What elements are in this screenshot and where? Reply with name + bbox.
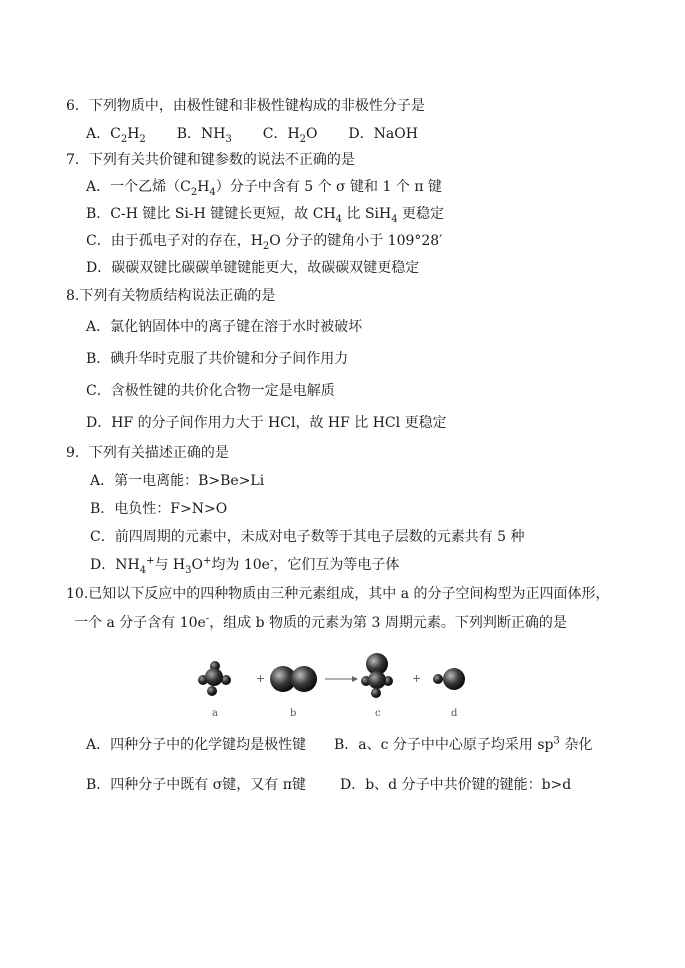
q9-option-d: D．$NH_4^+$与 $H_3O^+$均为 10e-，它们互为等电子体 [90, 555, 400, 576]
q9-option-c: C．前四周期的元素中，未成对电子数等于其电子层数的元素共有 5 种 [90, 529, 525, 545]
q6-option-b: B．$NH_3$ [176, 126, 232, 145]
molecule-models [190, 650, 480, 722]
q9-option-b: B．电负性：F>N>O [90, 501, 228, 517]
q7-option-a: A．一个乙烯$(C_2H_4)$分子中含有 5 个 σ 键和 1 个 π 键 [86, 179, 442, 198]
reaction-figure [190, 650, 480, 722]
q7-option-c: C．由于孤电子对的存在，$H_2O$ 分子的键角小于 109°28′ [86, 233, 443, 252]
q10-option-a: A．四种分子中的化学键均是极性键 [86, 737, 307, 753]
q6-option-d: D．NaOH [348, 126, 418, 142]
q10-option-b2: B．四种分子中既有 σ键，又有 π键 [86, 777, 306, 793]
q6-option-a: A．$C_2H_2$ [86, 126, 146, 145]
q8-option-b: B．碘升华时克服了共价键和分子间作用力 [86, 351, 349, 367]
q8-stem: 8.下列有关物质结构说法正确的是 [66, 288, 276, 304]
q7-option-b: B．C-H 键比 Si-H 键键长更短，故 $CH_4$ 比 SiH$_4$ 更稳定 [86, 206, 445, 225]
q6-option-c: C．$H_2O$ [262, 126, 318, 145]
label-a: a [212, 708, 218, 719]
plus-sign-1: + [256, 672, 266, 685]
molecule-d [433, 668, 465, 690]
label-c: c [375, 708, 381, 719]
q10-option-d: D．b、d 分子中共价键的键能：b>d [340, 777, 572, 793]
q7-option-d: D．碳碳双键比碳碳单键键能更大，故碳碳双键更稳定 [86, 260, 420, 276]
q8-option-c: C．含极性键的共价化合物一定是电解质 [86, 383, 335, 399]
molecule-c [361, 653, 393, 698]
q10-stem-line2: 一个 a 分子含有 10e-，组成 b 物质的元素为第 3 周期元素。下列判断正确的是 [74, 613, 567, 631]
q8-option-d: D．HF 的分子间作用力大于 HCl，故 HF 比 HCl 更稳定 [86, 415, 447, 431]
q8-option-a: A．氯化钠固体中的离子键在溶于水时被破坏 [86, 319, 363, 335]
q10-option-b1: B．a、c 分子中中心原子均采用 $sp^3$ 杂化 [334, 735, 593, 753]
q6-options [86, 125, 418, 143]
q9-stem: 9．下列有关描述正确的是 [66, 445, 229, 461]
label-b: b [290, 708, 297, 719]
molecule-b [270, 666, 317, 692]
q6-stem: 6．下列物质中，由极性键和非极性键构成的非极性分子是 [66, 98, 425, 114]
q7-stem: 7．下列有关共价键和键参数的说法不正确的是 [66, 152, 355, 168]
plus-sign-2: + [412, 672, 422, 685]
label-d: d [451, 708, 458, 719]
molecule-a [198, 661, 231, 696]
q9-option-a: A．第一电离能：B>Be>Li [90, 473, 265, 489]
q10-stem-line1: 10.已知以下反应中的四种物质由三种元素组成，其中 a 的分子空间构型为正四面体形， [66, 586, 610, 602]
reaction-arrow [325, 676, 358, 682]
